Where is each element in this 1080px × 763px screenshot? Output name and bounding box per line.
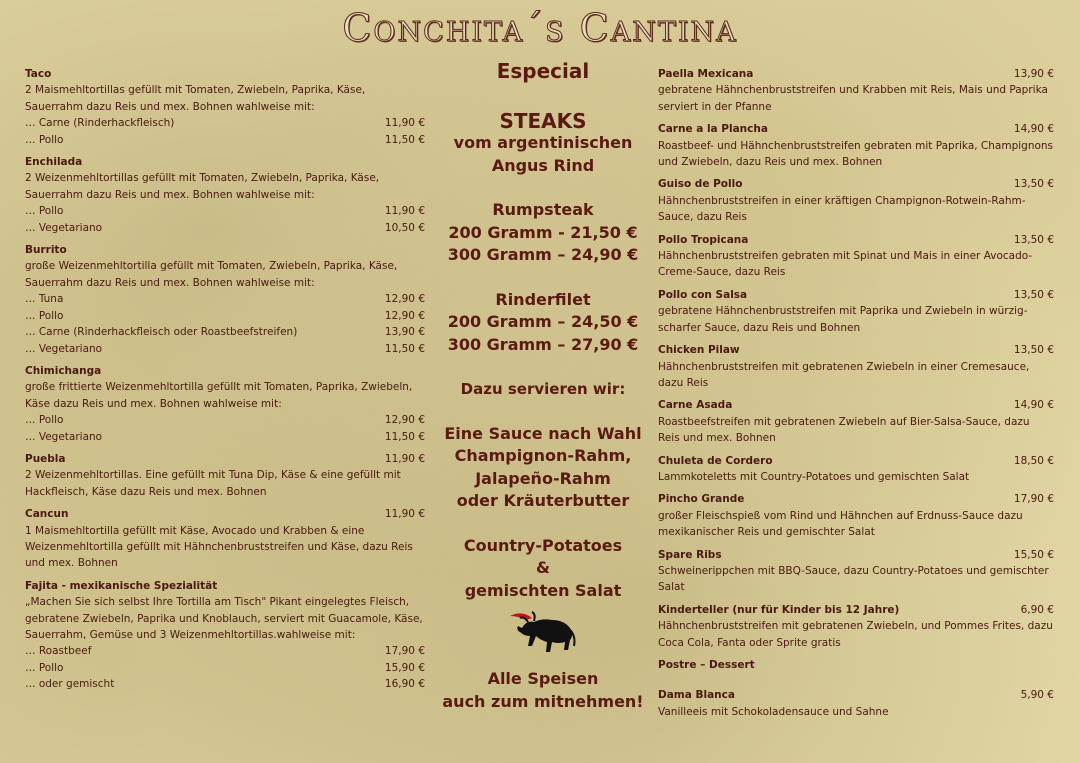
- menu-option: [25, 132, 425, 148]
- sauce-line: Champignon-Rahm,: [454, 446, 632, 465]
- menu-option: [25, 220, 425, 236]
- menu-item-header: [25, 451, 425, 467]
- menu-option-label: … Roastbeef: [25, 645, 92, 658]
- menu-option-price: 12,90 €: [384, 309, 425, 322]
- menu-item-price: 18,50 €: [1013, 454, 1054, 467]
- menu-item-name: Dama Blanca: [658, 689, 735, 702]
- menu-item-description: 2 Weizenmehltortillas gefüllt mit Tomaten, Zwiebeln, Paprika, Käse, Sauerrahm dazu Reis und mex. Bohnen wahlweise mit:: [25, 172, 380, 201]
- menu-item-price: 14,90 €: [1013, 399, 1054, 412]
- menu-option-label: … Pollo: [25, 309, 64, 322]
- menu-item-description: Hähnchenbruststreifen gebraten mit Spinat und Mais in einer Avocado-Creme-Sauce, dazu Reis: [658, 250, 1033, 279]
- menu-item-description: große Weizenmehltortilla gefüllt mit Tomaten, Zwiebeln, Paprika, Käse, Sauerrahm dazu Reis und mex. Bohnen wahlweise mit:: [25, 260, 398, 289]
- menu-option: [25, 660, 425, 676]
- menu-item-price: 14,90 €: [1013, 123, 1054, 136]
- menu-item: [25, 242, 425, 357]
- menu-item-price: 6,90 €: [1020, 603, 1054, 616]
- rumpsteak-heading: Rumpsteak: [492, 200, 594, 219]
- menu-item: [25, 363, 425, 445]
- menu-item-header: [658, 287, 1054, 303]
- menu-option: [25, 341, 425, 357]
- menu-item-header: [658, 491, 1054, 507]
- menu-option: [25, 429, 425, 445]
- menu-option: [25, 203, 425, 219]
- menu-item-name: Postre – Dessert: [658, 659, 755, 671]
- menu-item-header: [658, 232, 1054, 248]
- menu-option-price: 11,90 €: [384, 117, 425, 130]
- menu-option-label: … Vegetariano: [25, 221, 103, 234]
- side-line: gemischten Salat: [464, 580, 622, 600]
- menu-item-name: Pollo con Salsa: [658, 288, 748, 301]
- menu-item: [658, 287, 1054, 336]
- menu-item-description: gebratene Hähnchenbruststreifen mit Paprika und Zwiebeln in würzig-scharfer Sauce, dazu Reis und Bohnen: [658, 305, 1028, 334]
- sauce-line: Jalapeño-Rahm: [475, 468, 611, 488]
- menu-item-description: 2 Weizenmehltortillas. Eine gefüllt mit Tuna Dip, Käse & eine gefüllt mit Hackfleisch, Käse dazu Reis und mex. Bohnen: [25, 469, 401, 498]
- menu-item-name: Puebla: [25, 452, 66, 465]
- menu-item-header: [658, 602, 1054, 618]
- menu-option: [25, 308, 425, 324]
- takeaway-note: Alle Speisen: [487, 669, 599, 688]
- menu-item-header: [25, 578, 425, 594]
- menu-option: [25, 643, 425, 659]
- menu-item-name: Chicken Pilaw: [658, 344, 740, 357]
- menu-option-price: 13,90 €: [384, 326, 425, 339]
- menu-item-header: [658, 687, 1054, 703]
- menu-option-price: 11,50 €: [384, 133, 425, 146]
- side-line: &: [536, 558, 550, 577]
- menu-item: [25, 66, 425, 148]
- rumpsteak-price: 200 Gramm - 21,50 €: [448, 222, 638, 242]
- menu-item-name: Burrito: [25, 244, 67, 257]
- menu-item-header: [658, 547, 1054, 563]
- steaks-subtitle: vom argentinischen: [453, 133, 633, 152]
- menu-item-description: großer Fleischspieß vom Rind und Hähnchen auf Erdnuss-Sauce dazu mexikanischer Reis und gemischter Salat: [658, 509, 1023, 539]
- menu-item: [658, 232, 1054, 281]
- sauce-line: oder Kräuterbutter: [456, 491, 630, 510]
- menu-option-label: … Carne (Rinderhackfleisch): [25, 117, 175, 130]
- menu-option-price: 15,90 €: [384, 661, 425, 674]
- menu-item: [658, 491, 1054, 540]
- menu-item: [658, 342, 1054, 391]
- rinderfilet-price: 200 Gramm – 24,50 €: [447, 312, 639, 331]
- menu-option-label: … Pollo: [25, 205, 64, 218]
- menu-option-label: … Tuna: [25, 293, 64, 306]
- menu-item-name: Chimichanga: [25, 364, 102, 377]
- menu-option-label: … Vegetariano: [25, 430, 103, 443]
- menu-item-header: [658, 121, 1054, 137]
- steaks-subtitle: Angus Rind: [491, 155, 595, 175]
- menu-option-price: 11,50 €: [384, 430, 425, 443]
- menu-item-price: 13,50 €: [1013, 344, 1054, 357]
- menu-item-price: 13,50 €: [1013, 233, 1054, 246]
- menu-item-header: [25, 154, 425, 170]
- menu-item-price: 17,90 €: [1013, 493, 1054, 506]
- especial-column: [440, 60, 646, 713]
- menu-item-price: 11,90 €: [384, 452, 425, 465]
- menu-item-name: Spare Ribs: [658, 548, 722, 561]
- menu-item: [25, 451, 425, 500]
- menu-option-price: 16,90 €: [384, 678, 425, 691]
- menu-option-price: 10,50 €: [384, 221, 425, 234]
- menu-item-header: [658, 176, 1054, 192]
- menu-item-description: Hähnchenbruststreifen mit gebratenen Zwiebeln, und Pommes Frites, dazu Coca Cola, Fanta oder Sprite gratis: [658, 620, 1053, 649]
- menu-option: [25, 291, 425, 307]
- menu-item-description: „Machen Sie sich selbst Ihre Tortilla am Tisch" Pikant eingelegtes Fleisch, gebratene Zwiebeln, Paprika und Knoblauch, serviert mit Guacamole, Käse, Sauerrahm, Gemüse und 3 Weizenmehltortillas.wahlweise mit:: [25, 596, 423, 641]
- menu-item-description: Roastbeef- und Hähnchenbruststreifen gebraten mit Paprika, Champignons und Zwiebeln, dazu Reis und mex. Bohnen: [658, 139, 1054, 169]
- menu-item-header: [658, 66, 1054, 82]
- menu-option-label: … Vegetariano: [25, 342, 103, 355]
- menu-item-name: Taco: [25, 68, 52, 80]
- page-title: Conchita´s Cantina: [342, 6, 738, 50]
- menu-item-price: 11,90 €: [384, 508, 425, 521]
- menu-option-price: 12,90 €: [384, 293, 425, 306]
- menu-item-description: Lammkoteletts mit Country-Potatoes und gemischten Salat: [658, 470, 970, 483]
- menu-item: [658, 66, 1054, 115]
- sauce-line: Eine Sauce nach Wahl: [444, 423, 642, 443]
- menu-item-header: [25, 66, 425, 82]
- menu-item-name: Pollo Tropicana: [658, 233, 749, 246]
- menu-item-name: Kinderteller (nur für Kinder bis 12 Jahre): [658, 603, 900, 616]
- menu-item-description: große frittierte Weizenmehltortilla gefüllt mit Tomaten, Paprika, Zwiebeln, Käse dazu Reis und mex. Bohnen wahlweise mit:: [25, 381, 413, 410]
- menu-item-header: [658, 657, 1054, 673]
- menu-item-description: Hähnchenbruststreifen in einer kräftigen Champignon-Rotwein-Rahm-Sauce, dazu Reis: [658, 194, 1026, 224]
- menu-item: [658, 397, 1054, 446]
- menu-item-price: 15,50 €: [1013, 548, 1054, 561]
- rinderfilet-price: 300 Gramm – 27,90 €: [447, 334, 639, 354]
- menu-item-name: Enchilada: [25, 156, 83, 169]
- menu-item: [658, 176, 1054, 225]
- menu-option-label: … Carne (Rinderhackfleisch oder Roastbeefstreifen): [25, 326, 298, 339]
- menu-item-price: 5,90 €: [1020, 689, 1054, 702]
- menu-option-label: … Pollo: [25, 661, 64, 674]
- especial-heading: Especial: [496, 59, 590, 83]
- menu-item-description: 2 Maismehltortillas gefüllt mit Tomaten, Zwiebeln, Paprika, Käse, Sauerrahm dazu Reis und mex. Bohnen wahlweise mit:: [25, 84, 366, 113]
- side-line: Country-Potatoes: [463, 535, 623, 555]
- menu-item: [25, 578, 425, 693]
- menu-item-price: 13,50 €: [1013, 288, 1054, 301]
- menu-item: [658, 121, 1054, 170]
- menu-item: [25, 154, 425, 236]
- menu-item-description: Vanilleeis mit Schokoladensauce und Sahne: [658, 705, 889, 718]
- steaks-heading: STEAKS: [499, 108, 587, 133]
- menu-item-header: [25, 506, 425, 522]
- menu-option-price: 11,50 €: [384, 342, 425, 355]
- menu-item-name: Cancun: [25, 508, 69, 521]
- menu-item: [658, 547, 1054, 596]
- rumpsteak-price: 300 Gramm – 24,90 €: [447, 245, 639, 264]
- menu-item-header: [658, 397, 1054, 413]
- menu-item-description: 1 Maismehltortilla gefüllt mit Käse, Avocado und Krabben & eine Weizenmehltortilla gefüllt mit Hähnchenbruststreifen und Käse, dazu Reis und mex. Bohnen: [25, 524, 413, 570]
- menu-item: [658, 657, 1054, 673]
- menu-item: [25, 506, 425, 572]
- menu-option-label: … Pollo: [25, 133, 64, 146]
- menu-item-description: Hähnchenbruststreifen mit gebratenen Zwiebeln in einer Cremesauce, dazu Reis: [658, 360, 1030, 389]
- menu-option-price: 11,90 €: [384, 205, 425, 218]
- menu-item: [658, 453, 1054, 486]
- menu-item-price: 13,90 €: [1013, 68, 1054, 80]
- menu-item-price: 13,50 €: [1013, 178, 1054, 191]
- right-menu-column: [658, 66, 1054, 726]
- menu-item-name: Carne Asada: [658, 399, 733, 412]
- rinderfilet-heading: Rinderfilet: [495, 289, 591, 309]
- menu-item-name: Guiso de Pollo: [658, 178, 743, 191]
- menu-option: [25, 412, 425, 428]
- takeaway-note: auch zum mitnehmen!: [442, 691, 644, 711]
- menu-item-description: gebratene Hähnchenbruststreifen und Krabben mit Reis, Mais und Paprika serviert in der Pfanne: [658, 84, 1048, 113]
- left-menu-column: [25, 66, 425, 699]
- menu-option-label: … Pollo: [25, 414, 64, 427]
- menu-item-header: [658, 453, 1054, 469]
- menu-item-name: Paella Mexicana: [658, 68, 754, 80]
- menu-item: [658, 687, 1054, 720]
- menu-option: [25, 676, 425, 692]
- menu-item-name: Pincho Grande: [658, 493, 745, 506]
- menu-item-header: [25, 363, 425, 379]
- menu-option: [25, 324, 425, 340]
- menu-option: [25, 115, 425, 131]
- sides-heading: Dazu servieren wir:: [460, 380, 626, 398]
- menu-item-name: Fajita - mexikanische Spezialität: [25, 579, 218, 592]
- menu-item-name: Chuleta de Cordero: [658, 454, 773, 467]
- menu-option-price: 17,90 €: [384, 645, 425, 658]
- menu-option-label: … oder gemischt: [25, 678, 115, 691]
- menu-item-description: Schweinerippchen mit BBQ-Sauce, dazu Country-Potatoes und gemischter Salat: [658, 564, 1049, 594]
- menu-item: [658, 602, 1054, 651]
- menu-item-description: Roastbeefstreifen mit gebratenen Zwiebeln auf Bier-Salsa-Sauce, dazu Reis und mex. Bohnen: [658, 415, 1030, 445]
- menu-item-name: Carne a la Plancha: [658, 123, 768, 136]
- bull-icon: [508, 606, 578, 662]
- menu-item-header: [25, 242, 425, 258]
- menu-option-price: 12,90 €: [384, 414, 425, 427]
- menu-item-header: [658, 342, 1054, 358]
